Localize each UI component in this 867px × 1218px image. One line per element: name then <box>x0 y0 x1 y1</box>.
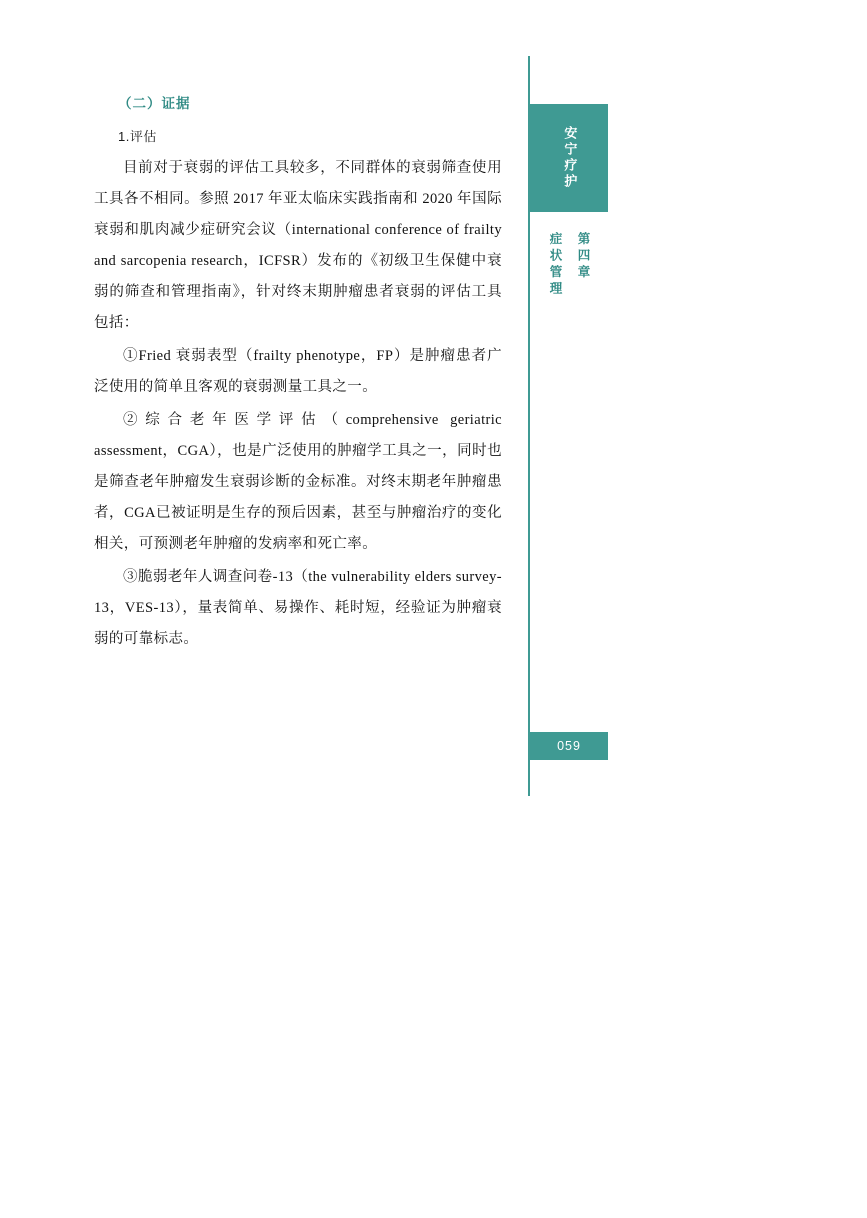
chapter-tab-label: 安宁疗护 <box>562 126 578 190</box>
chapter-number-label: 第四章 <box>576 232 590 282</box>
paragraph: ③脆弱老年人调查问卷-13（the vulnerability elders survey-13，VES-13），量表简单、易操作、耗时短，经验证为肿瘤衰弱的可靠标志。 <box>94 569 502 647</box>
page-content <box>94 92 502 655</box>
chapter-title-label: 症状管理 <box>548 232 562 298</box>
paragraph: ②综合老年医学评估（comprehensive geriatric assessment，CGA），也是广泛使用的肿瘤学工具之一，同时也是筛查老年肿瘤发生衰弱诊断的金标准。对终末期老年肿瘤患者，CGA已被证明是生存的预后因素，甚至与肿瘤治疗的变化相关，可预测老年肿瘤的发病率和死亡率。 <box>94 412 502 552</box>
section-subheading: 1.评估 <box>118 129 157 144</box>
chapter-label <box>530 232 608 362</box>
section-heading: （二）证据 <box>118 96 191 111</box>
page-number-badge: 059 <box>530 732 608 760</box>
chapter-tab <box>530 104 608 212</box>
paragraph: ①Fried 衰弱表型（frailty phenotype，FP）是肿瘤患者广泛使用的简单且客观的衰弱测量工具之一。 <box>94 348 502 395</box>
paragraph: 目前对于衰弱的评估工具较多，不同群体的衰弱筛查使用工具各不相同。参照 2017 年亚太临床实践指南和 2020 年国际衰弱和肌肉减少症研究会议（international conference of frailty and sarcopenia research，ICFSR）发布的《初级卫生保健中衰弱的筛查和管理指南》，针对终末期肿瘤患者衰弱的评估工具包括： <box>94 160 502 331</box>
